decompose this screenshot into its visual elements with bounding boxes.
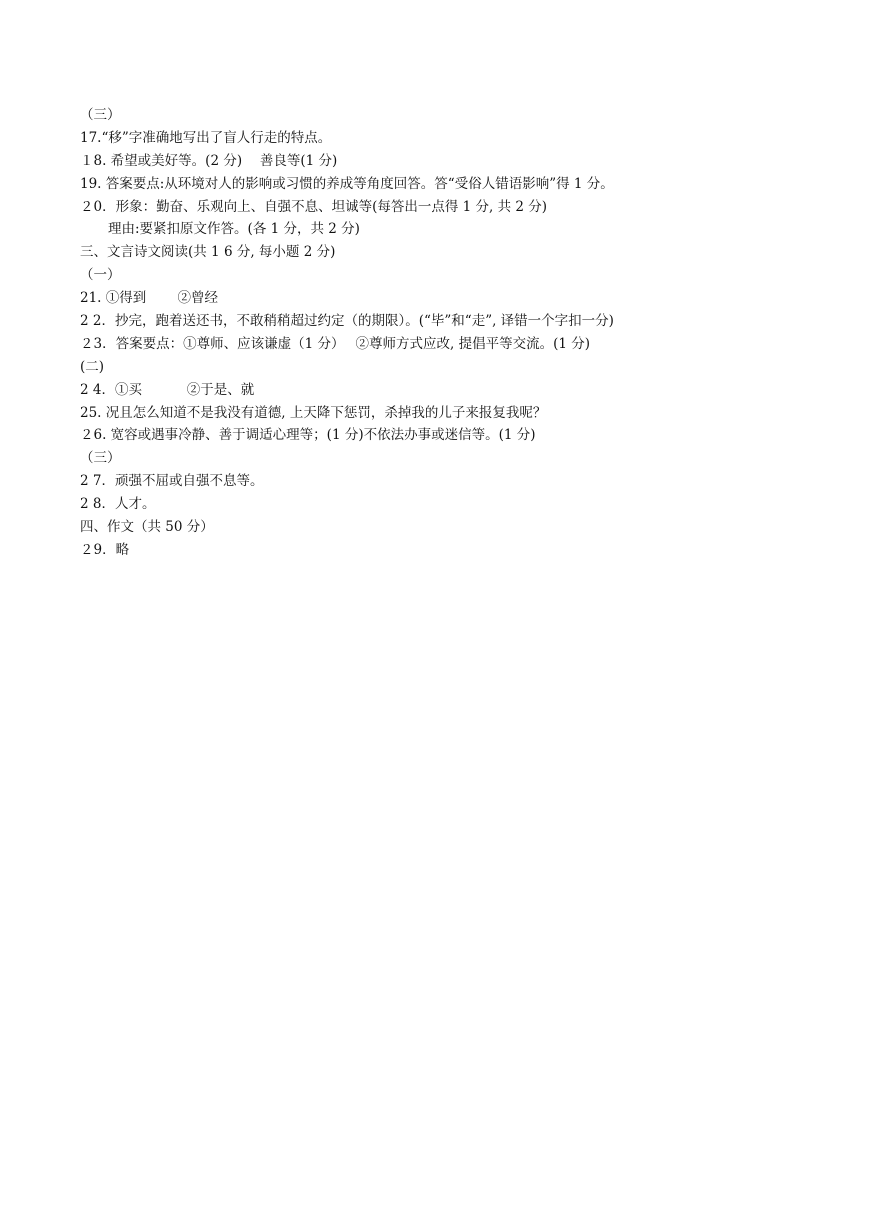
answer-17: 17.“移”字准确地写出了盲人行走的特点。 (80, 129, 332, 146)
part-three-heading: 三、文言诗文阅读(共 1 6 分, 每小题 2 分) (80, 244, 336, 261)
answer-key (80, 104, 840, 562)
answer-23: ２3．答案要点：①尊师、应该谦虚（1 分） ②尊师方式应改, 提倡平等交流。(1 分) (80, 335, 591, 352)
section-three-heading-2: （三） (80, 450, 121, 467)
answer-25: 25. 况且怎么知道不是我没有道德, 上天降下惩罚，杀掉我的儿子来报复我呢？ (80, 404, 547, 421)
answer-18: １8. 希望或美好等。(2 分) 善良等(1 分) (80, 152, 338, 169)
answer-19: 19. 答案要点:从环境对人的影响或习惯的养成等角度回答。答“受俗人错语影响”得 1 分。 (80, 175, 614, 192)
answer-24: 2 4．①买 ②于是、就 (80, 381, 255, 398)
part-four-heading: 四、作文（共 50 分） (80, 519, 214, 536)
answer-26: ２6. 宽容或遇事冷静、善于调适心理等；(1 分)不依法办事或迷信等。(1 分) (80, 427, 536, 444)
answer-22: 2 2．抄完，跑着送还书，不敢稍稍超过约定（的期限）。(“毕”和“走”, 译错一个字扣一分) (80, 313, 614, 330)
answer-20: ２0．形象：勤奋、乐观向上、自强不息、坦诚等(每答出一点得 1 分, 共 2 分) (80, 198, 548, 215)
answer-28: 2 8．人才。 (80, 496, 156, 513)
answer-21: 21. ①得到 ②曾经 (80, 290, 219, 307)
answer-29: ２9．略 (80, 541, 130, 558)
answer-20-reason: 理由:要紧扣原文作答。(各 1 分，共 2 分) (108, 221, 360, 238)
section-one-heading: （一） (80, 267, 121, 284)
answer-27: 2 7．顽强不屈或自强不息等。 (80, 473, 264, 490)
section-two-heading: (二) (80, 358, 105, 375)
section-three-heading: （三） (80, 107, 121, 123)
